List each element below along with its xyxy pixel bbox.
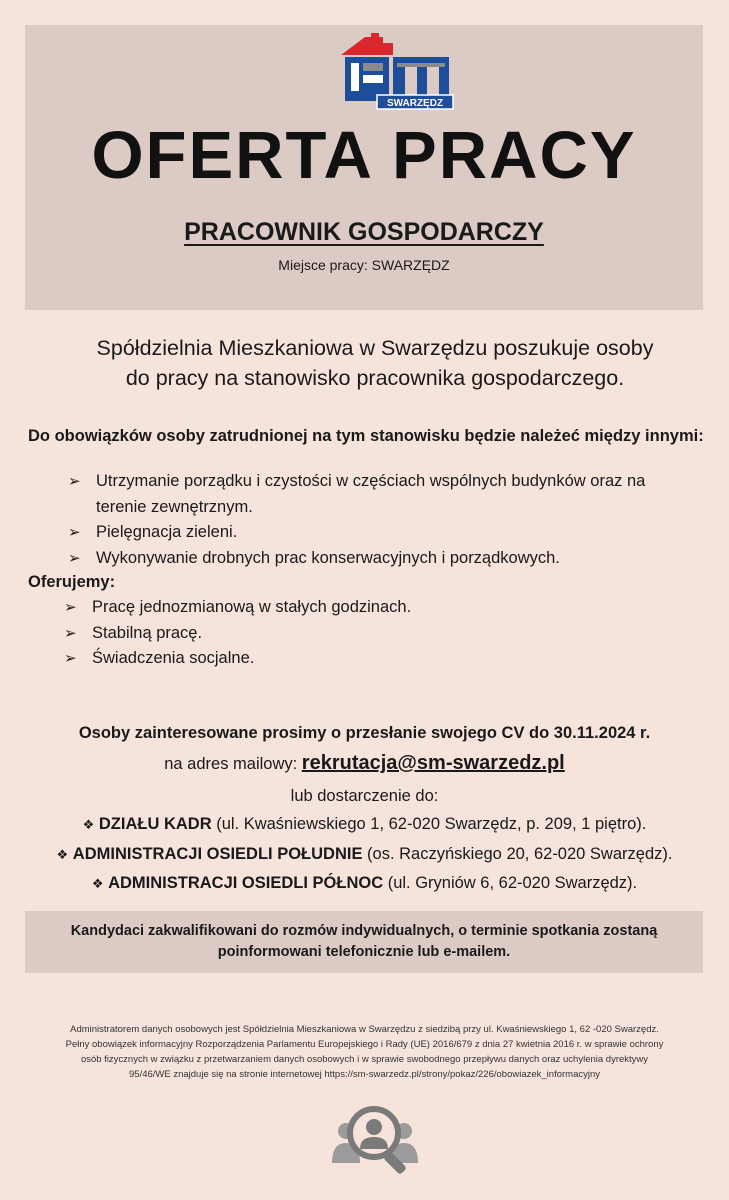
- recruitment-search-person-icon: [332, 1105, 420, 1175]
- list-item-text: Utrzymanie porządku i czystości w częściach wspólnych budynków oraz na terenie zewnętrznym.: [96, 472, 646, 516]
- intro-line: Spółdzielnia Mieszkaniowa w Swarzędzu poszukuje osoby: [96, 336, 654, 360]
- duties-list: [68, 469, 698, 571]
- list-item-text: Świadczenia socjalne.: [92, 649, 255, 667]
- list-item: [68, 469, 698, 520]
- header-box: [25, 25, 703, 310]
- list-item: [64, 646, 664, 672]
- arrowhead-bullet-icon: ➢: [64, 624, 77, 642]
- list-item: [64, 621, 664, 647]
- notice-box: [25, 911, 703, 973]
- page-title: OFERTA PRACY: [91, 118, 637, 193]
- list-item: [68, 546, 698, 572]
- four-diamonds-icon: ❖: [91, 876, 104, 891]
- address-name: DZIAŁU KADR: [98, 815, 212, 833]
- address-detail: (os. Raczyńskiego 20, 62-020 Swarzędz).: [362, 845, 673, 863]
- arrowhead-bullet-icon: ➢: [68, 473, 81, 490]
- list-item-text: Pracę jednozmianową w stałych godzinach.: [92, 598, 412, 616]
- intro-text: [40, 333, 710, 393]
- offer-heading: Oferujemy:: [28, 573, 116, 591]
- work-place: Miejsce pracy: SWARZĘDZ: [278, 257, 450, 273]
- gdpr-notice: [30, 1022, 699, 1082]
- list-item-text: Stabilną pracę.: [92, 623, 203, 642]
- position-title: [25, 218, 703, 247]
- arrowhead-bullet-icon: ➢: [64, 650, 77, 667]
- notice-line: Kandydaci zakwalifikowani do rozmów indywidualnych, o terminie spotkania zostaną: [70, 923, 658, 939]
- mail-line: [0, 752, 729, 775]
- offer-list: [64, 595, 664, 672]
- address-detail: (ul. Kwaśniewskiego 1, 62-020 Swarzędz, p. 209, 1 piętro).: [211, 815, 647, 833]
- position-title-text: PRACOWNIK GOSPODARCZY: [184, 218, 544, 246]
- arrowhead-bullet-icon: ➢: [68, 549, 81, 567]
- address-item: [0, 815, 729, 834]
- gdpr-line: Administratorem danych osobowych jest Spółdzielnia Mieszkaniowa w Swarzędzu z siedzibą przy ul. Kwaśniewskiego 1, 62 -020 Swarzędz.: [70, 1024, 659, 1035]
- duties-heading: Do obowiązków osoby zatrudnionej na tym stanowisku będzie należeć między innymi:: [28, 427, 704, 445]
- sm-swarzedz-logo: [337, 33, 455, 111]
- list-item-text: Wykonywanie drobnych prac konserwacyjnych i porządkowych.: [96, 548, 560, 567]
- cv-deadline: Osoby zainteresowane prosimy o przesłanie swojego CV do 30.11.2024 r.: [78, 724, 651, 742]
- four-diamonds-icon: ❖: [56, 847, 69, 862]
- list-item: [68, 520, 698, 546]
- address-detail: (ul. Gryniów 6, 62-020 Swarzędz).: [383, 874, 638, 892]
- mail-prefix: na adres mailowy:: [164, 755, 302, 773]
- list-item: [64, 595, 664, 621]
- address-item: [0, 845, 729, 864]
- gdpr-line: 95/46/WE znajduje się na stronie internetowej https://sm-swarzedz.pl/strony/pokaz/226/obowiazek_informacyjny: [128, 1069, 600, 1080]
- arrowhead-bullet-icon: ➢: [64, 599, 77, 616]
- address-name: ADMINISTRACJI OSIEDLI PÓŁNOC: [108, 874, 384, 892]
- intro-line: do pracy na stanowisko pracownika gospodarczego.: [125, 366, 625, 390]
- address-item: [0, 874, 729, 893]
- logo-text: SWARZĘDZ: [386, 98, 444, 109]
- notice-text: [35, 921, 693, 963]
- gdpr-line: Pełny obowiązek informacyjny Rozporządzenia Parlamentu Europejskiego i Rady (UE) 2016/679 z dnia 27 kwietnia 2016 r. w sprawie ochrony: [65, 1039, 664, 1050]
- deliver-text: lub dostarczenie do:: [290, 787, 439, 805]
- four-diamonds-icon: ❖: [82, 817, 95, 832]
- list-item-text: Pielęgnacja zieleni.: [96, 523, 238, 541]
- notice-line: poinformowani telefonicznie lub e-mailem.: [217, 944, 511, 960]
- address-name: ADMINISTRACJI OSIEDLI POŁUDNIE: [72, 845, 363, 863]
- arrowhead-bullet-icon: ➢: [68, 524, 81, 541]
- email-link[interactable]: rekrutacja@sm-swarzedz.pl: [301, 752, 565, 774]
- gdpr-line: osób fizycznych w związku z przetwarzaniem danych osobowych i w sprawie swobodnego przepływu danych oraz uchylenia dyrektywy: [80, 1054, 649, 1065]
